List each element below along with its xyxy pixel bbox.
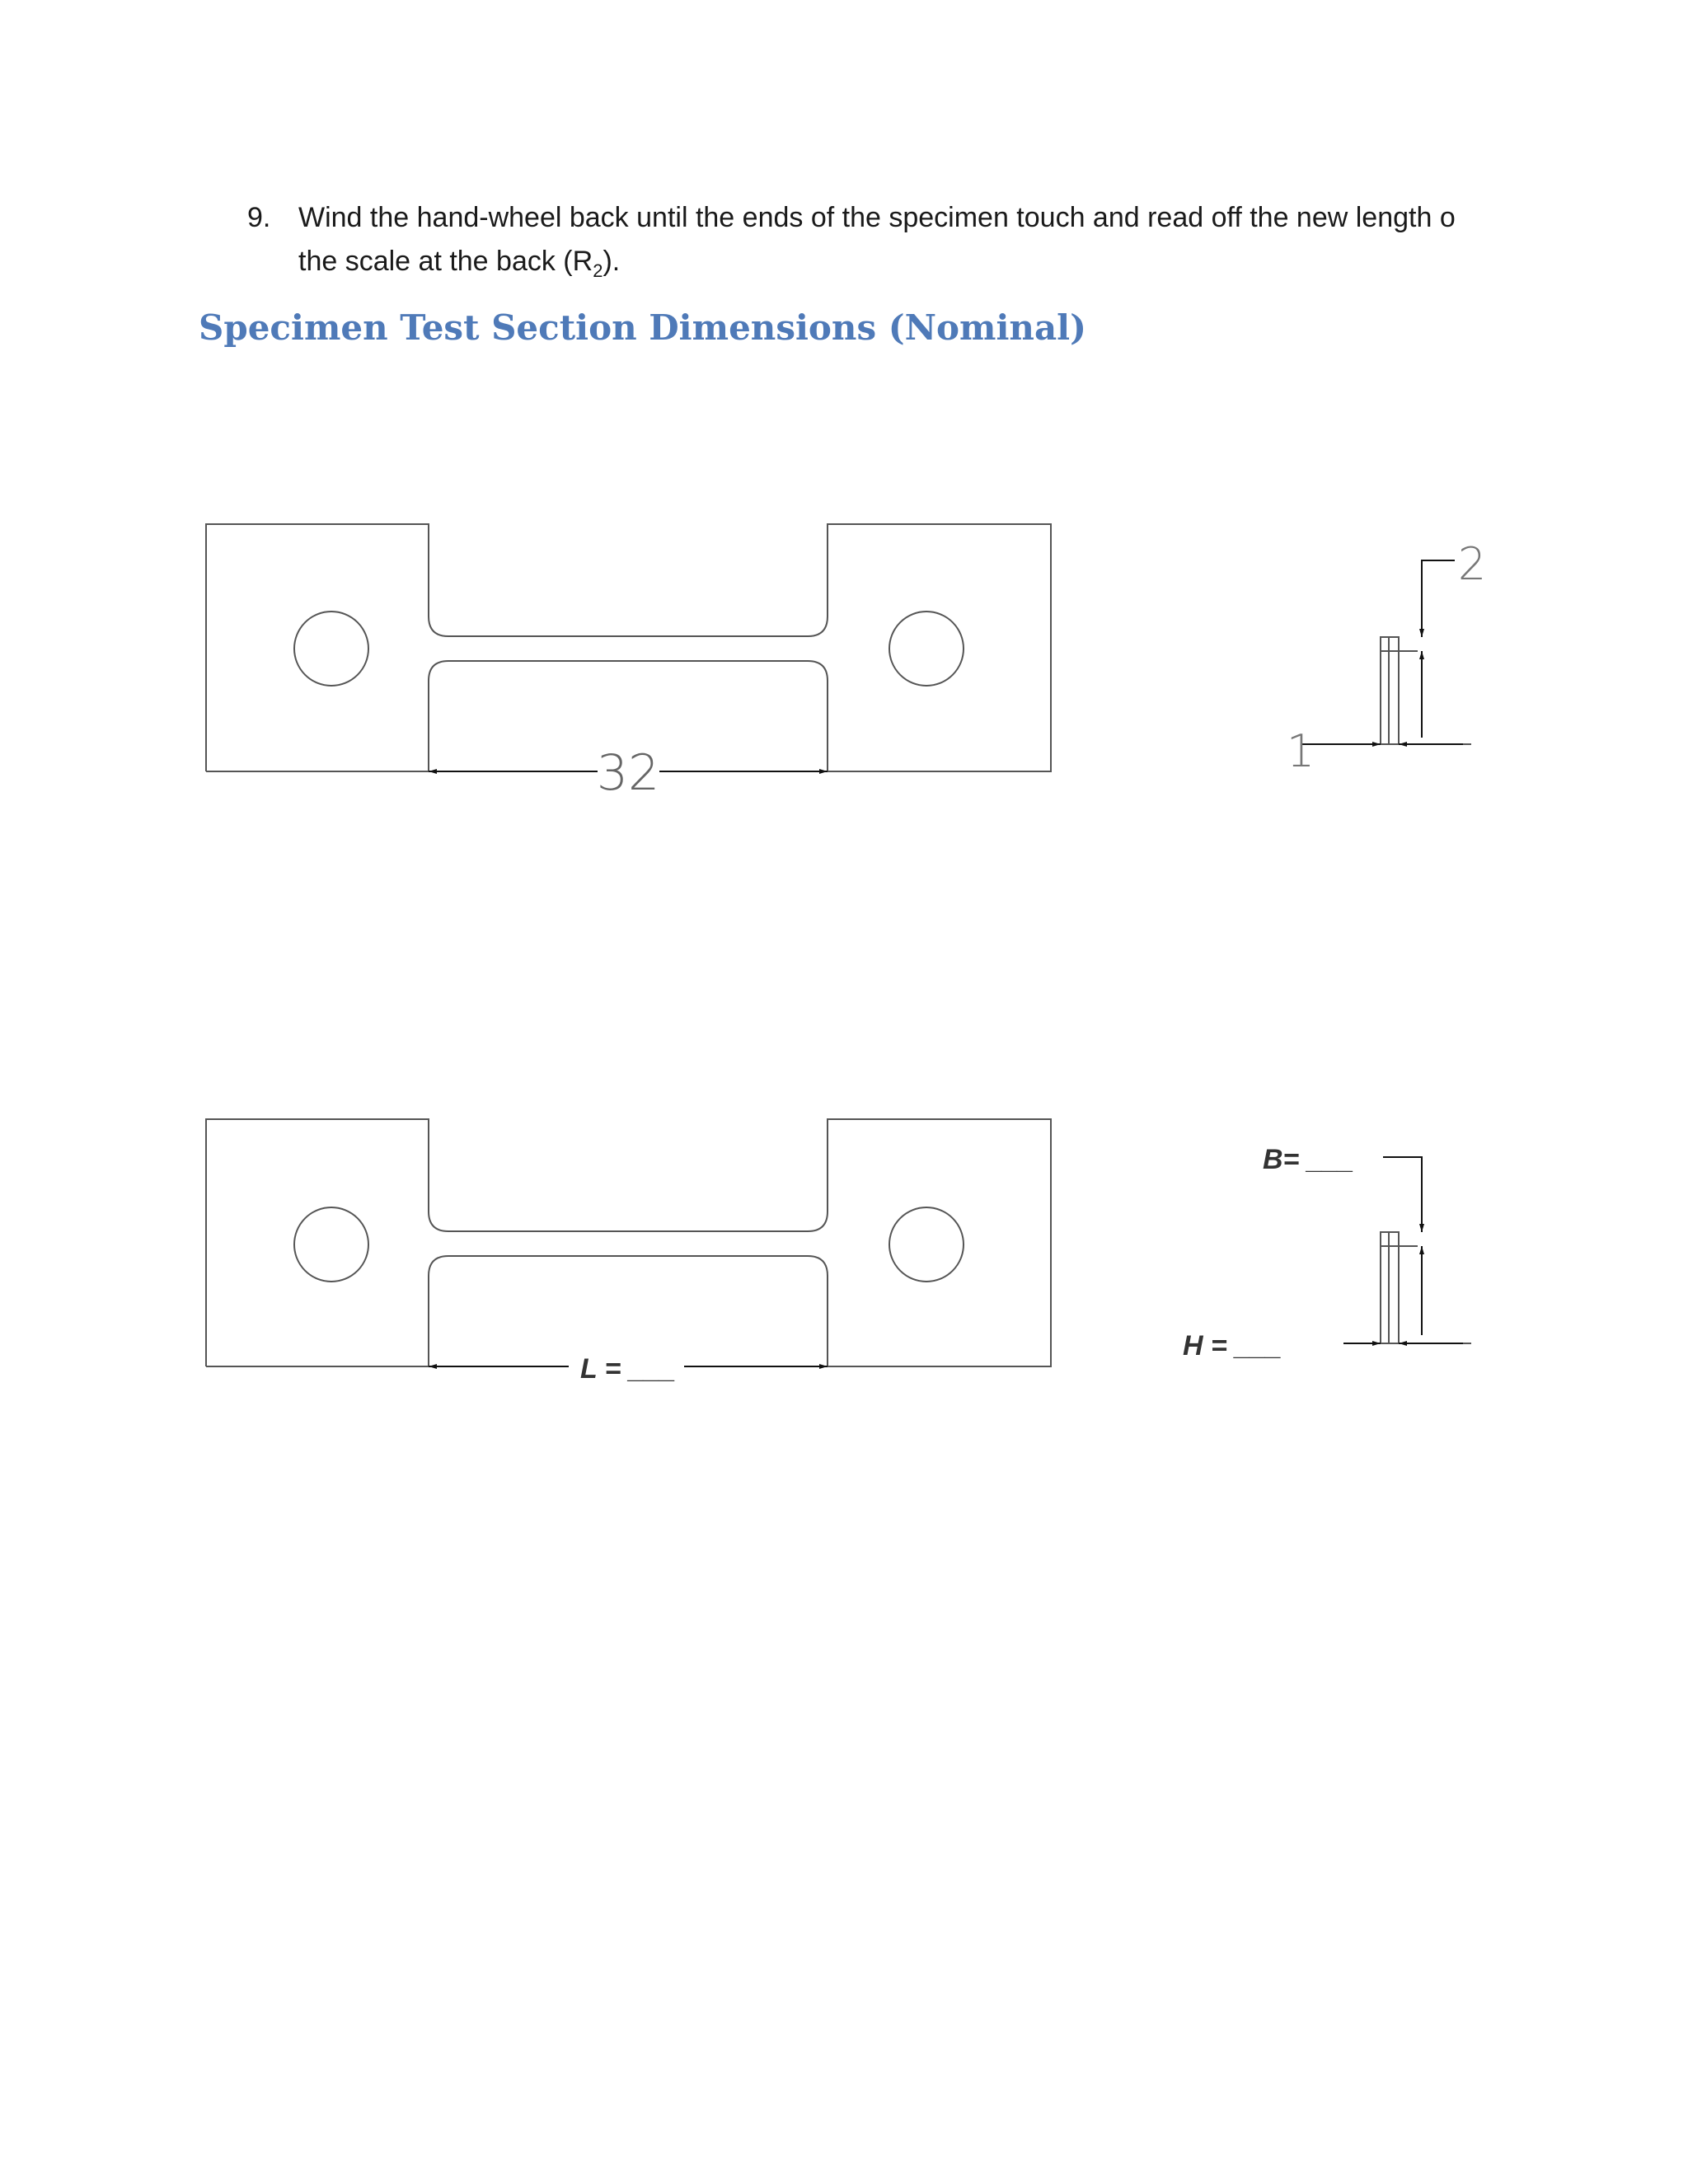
specimen-top-view-2 [206,1119,1051,1366]
pin-hole-left [294,1207,368,1282]
pin-hole-right [889,1207,964,1282]
pin-hole-left [294,612,368,686]
step-number: 9. [247,202,271,233]
width-dimension-value: 2 [1457,538,1487,590]
step-text-line-2: the scale at the back $(R_2)$. [298,246,621,281]
step-text-line-1: Wind the hand-wheel back until the ends of the specimen touch and read off the new length o [298,202,1456,233]
cross-section-2 [1381,1232,1471,1343]
thickness-dimension-value: 1 [1286,725,1315,777]
width-label: B= ___ [1263,1144,1354,1175]
length-dimension-value: 32 [596,744,660,802]
specimen-top-view-1 [206,524,1051,771]
cross-section-1 [1381,637,1471,744]
section-heading: Specimen Test Section Dimensions (Nominal) [199,307,1086,348]
pin-hole-right [889,612,964,686]
width-dimension-1 [1422,560,1455,738]
height-label: H = ___ [1183,1330,1282,1361]
specimen-outline-top [206,524,1051,771]
length-label: L = ___ [580,1353,676,1385]
